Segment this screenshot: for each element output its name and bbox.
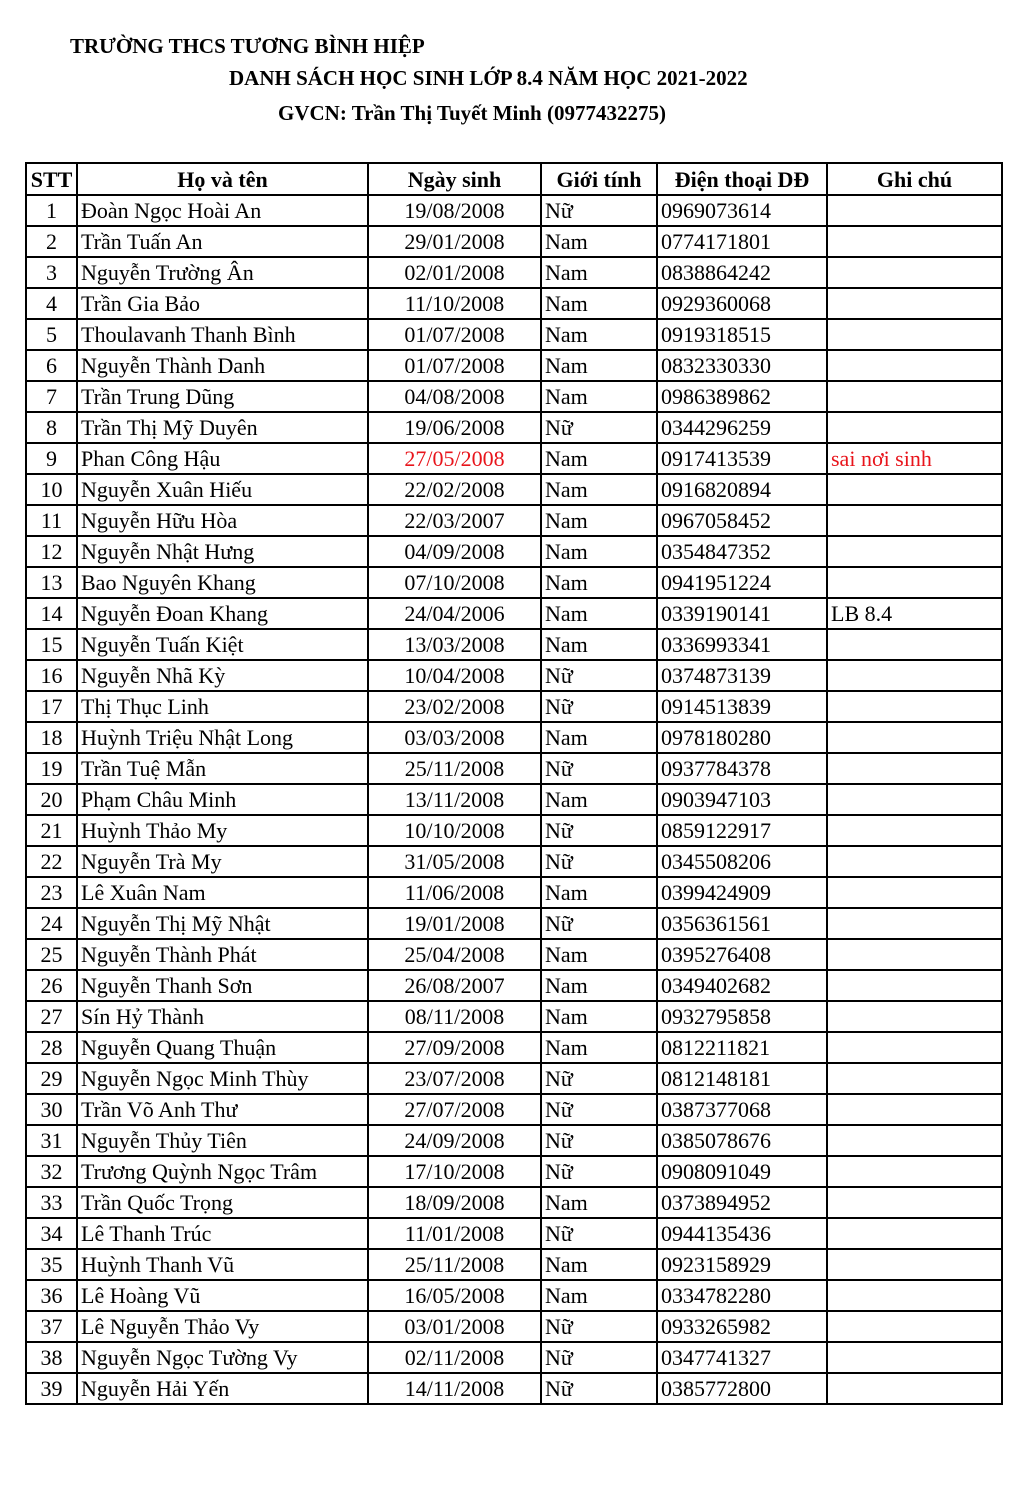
sex-cell: Nữ <box>541 1156 657 1187</box>
stt-cell: 3 <box>26 257 77 288</box>
dob-cell: 18/09/2008 <box>368 1187 541 1218</box>
phone-cell: 0774171801 <box>657 226 827 257</box>
sex-cell: Nam <box>541 784 657 815</box>
phone-cell: 0339190141 <box>657 598 827 629</box>
note-cell <box>827 412 1002 443</box>
note-cell <box>827 195 1002 226</box>
stt-cell: 20 <box>26 784 77 815</box>
column-header-stt: STT <box>26 163 77 195</box>
dob-cell: 19/01/2008 <box>368 908 541 939</box>
stt-cell: 14 <box>26 598 77 629</box>
name-cell: Trương Quỳnh Ngọc Trâm <box>77 1156 368 1187</box>
table-row <box>26 381 1002 412</box>
phone-cell: 0914513839 <box>657 691 827 722</box>
dob-cell: 22/03/2007 <box>368 505 541 536</box>
name-cell: Trần Thị Mỹ Duyên <box>77 412 368 443</box>
dob-cell: 02/11/2008 <box>368 1342 541 1373</box>
sex-cell: Nam <box>541 1187 657 1218</box>
table-row <box>26 1032 1002 1063</box>
sex-cell: Nữ <box>541 1218 657 1249</box>
dob-cell: 01/07/2008 <box>368 350 541 381</box>
table-row <box>26 505 1002 536</box>
name-cell: Lê Thanh Trúc <box>77 1218 368 1249</box>
sex-cell: Nam <box>541 226 657 257</box>
student-list-table <box>25 162 1003 1405</box>
name-cell: Nguyễn Ngọc Tường Vy <box>77 1342 368 1373</box>
phone-cell: 0908091049 <box>657 1156 827 1187</box>
sex-cell: Nam <box>541 1032 657 1063</box>
stt-cell: 32 <box>26 1156 77 1187</box>
header-row <box>26 163 1002 195</box>
note-cell <box>827 1001 1002 1032</box>
table-row <box>26 195 1002 226</box>
stt-cell: 4 <box>26 288 77 319</box>
name-cell: Trần Tuấn An <box>77 226 368 257</box>
stt-cell: 7 <box>26 381 77 412</box>
phone-cell: 0336993341 <box>657 629 827 660</box>
table-row <box>26 1249 1002 1280</box>
phone-cell: 0903947103 <box>657 784 827 815</box>
stt-cell: 21 <box>26 815 77 846</box>
name-cell: Trần Võ Anh Thư <box>77 1094 368 1125</box>
dob-cell: 17/10/2008 <box>368 1156 541 1187</box>
phone-cell: 0395276408 <box>657 939 827 970</box>
phone-cell: 0916820894 <box>657 474 827 505</box>
homeroom-teacher: GVCN: Trần Thị Tuyết Minh (0977432275) <box>278 101 666 125</box>
sex-cell: Nam <box>541 970 657 1001</box>
sex-cell: Nam <box>541 877 657 908</box>
note-cell: LB 8.4 <box>827 598 1002 629</box>
sex-cell: Nam <box>541 381 657 412</box>
phone-cell: 0969073614 <box>657 195 827 226</box>
phone-cell: 0385772800 <box>657 1373 827 1404</box>
sex-cell: Nữ <box>541 691 657 722</box>
dob-cell: 23/02/2008 <box>368 691 541 722</box>
note-cell <box>827 567 1002 598</box>
phone-cell: 0385078676 <box>657 1125 827 1156</box>
phone-cell: 0354847352 <box>657 536 827 567</box>
dob-cell: 19/06/2008 <box>368 412 541 443</box>
phone-cell: 0334782280 <box>657 1280 827 1311</box>
name-cell: Nguyễn Ngọc Minh Thùy <box>77 1063 368 1094</box>
sex-cell: Nữ <box>541 815 657 846</box>
sex-cell: Nữ <box>541 195 657 226</box>
note-cell <box>827 753 1002 784</box>
phone-cell: 0812211821 <box>657 1032 827 1063</box>
note-cell <box>827 1373 1002 1404</box>
table-row <box>26 536 1002 567</box>
name-cell: Nguyễn Thành Danh <box>77 350 368 381</box>
dob-cell: 29/01/2008 <box>368 226 541 257</box>
sex-cell: Nam <box>541 474 657 505</box>
column-header-dob: Ngày sinh <box>368 163 541 195</box>
note-cell <box>827 1280 1002 1311</box>
note-cell <box>827 1063 1002 1094</box>
phone-cell: 0932795858 <box>657 1001 827 1032</box>
note-cell <box>827 784 1002 815</box>
table-row <box>26 846 1002 877</box>
document-title: DANH SÁCH HỌC SINH LỚP 8.4 NĂM HỌC 2021-2022 <box>229 66 748 90</box>
name-cell: Nguyễn Hải Yến <box>77 1373 368 1404</box>
table-row <box>26 319 1002 350</box>
stt-cell: 35 <box>26 1249 77 1280</box>
note-cell <box>827 1156 1002 1187</box>
phone-cell: 0812148181 <box>657 1063 827 1094</box>
sex-cell: Nam <box>541 319 657 350</box>
dob-cell: 08/11/2008 <box>368 1001 541 1032</box>
stt-cell: 34 <box>26 1218 77 1249</box>
note-cell: sai nơi sinh <box>827 443 1002 474</box>
phone-cell: 0919318515 <box>657 319 827 350</box>
dob-cell: 04/09/2008 <box>368 536 541 567</box>
note-cell <box>827 629 1002 660</box>
sex-cell: Nam <box>541 350 657 381</box>
dob-cell: 16/05/2008 <box>368 1280 541 1311</box>
stt-cell: 31 <box>26 1125 77 1156</box>
dob-cell: 13/03/2008 <box>368 629 541 660</box>
dob-cell: 24/09/2008 <box>368 1125 541 1156</box>
dob-cell: 25/11/2008 <box>368 753 541 784</box>
phone-cell: 0937784378 <box>657 753 827 784</box>
name-cell: Huỳnh Thanh Vũ <box>77 1249 368 1280</box>
note-cell <box>827 1249 1002 1280</box>
phone-cell: 0347741327 <box>657 1342 827 1373</box>
note-cell <box>827 257 1002 288</box>
dob-cell: 24/04/2006 <box>368 598 541 629</box>
table-row <box>26 753 1002 784</box>
column-header-sex: Giới tính <box>541 163 657 195</box>
stt-cell: 16 <box>26 660 77 691</box>
stt-cell: 29 <box>26 1063 77 1094</box>
stt-cell: 25 <box>26 939 77 970</box>
phone-cell: 0374873139 <box>657 660 827 691</box>
table-header <box>26 163 1002 195</box>
dob-cell: 11/01/2008 <box>368 1218 541 1249</box>
dob-cell: 23/07/2008 <box>368 1063 541 1094</box>
note-cell <box>827 939 1002 970</box>
dob-cell: 07/10/2008 <box>368 567 541 598</box>
name-cell: Sín Hỷ Thành <box>77 1001 368 1032</box>
sex-cell: Nữ <box>541 1125 657 1156</box>
sex-cell: Nam <box>541 257 657 288</box>
note-cell <box>827 1218 1002 1249</box>
table-row <box>26 443 1002 474</box>
name-cell: Nguyễn Thành Phát <box>77 939 368 970</box>
column-header-note: Ghi chú <box>827 163 1002 195</box>
name-cell: Nguyễn Hữu Hòa <box>77 505 368 536</box>
stt-cell: 1 <box>26 195 77 226</box>
name-cell: Thị Thục Linh <box>77 691 368 722</box>
name-cell: Nguyễn Trà My <box>77 846 368 877</box>
table-row <box>26 629 1002 660</box>
table-row <box>26 567 1002 598</box>
dob-cell: 26/08/2007 <box>368 970 541 1001</box>
phone-cell: 0859122917 <box>657 815 827 846</box>
sex-cell: Nam <box>541 567 657 598</box>
name-cell: Lê Nguyễn Thảo Vy <box>77 1311 368 1342</box>
stt-cell: 19 <box>26 753 77 784</box>
name-cell: Đoàn Ngọc Hoài An <box>77 195 368 226</box>
phone-cell: 0978180280 <box>657 722 827 753</box>
table-row <box>26 908 1002 939</box>
dob-cell: 27/05/2008 <box>368 443 541 474</box>
note-cell <box>827 319 1002 350</box>
table-row <box>26 1373 1002 1404</box>
note-cell <box>827 226 1002 257</box>
name-cell: Nguyễn Thủy Tiên <box>77 1125 368 1156</box>
stt-cell: 22 <box>26 846 77 877</box>
note-cell <box>827 691 1002 722</box>
name-cell: Nguyễn Trường Ân <box>77 257 368 288</box>
name-cell: Phan Công Hậu <box>77 443 368 474</box>
note-cell <box>827 846 1002 877</box>
table-row <box>26 939 1002 970</box>
note-cell <box>827 288 1002 319</box>
stt-cell: 2 <box>26 226 77 257</box>
phone-cell: 0344296259 <box>657 412 827 443</box>
note-cell <box>827 970 1002 1001</box>
phone-cell: 0349402682 <box>657 970 827 1001</box>
sex-cell: Nam <box>541 1249 657 1280</box>
sex-cell: Nam <box>541 1280 657 1311</box>
phone-cell: 0832330330 <box>657 350 827 381</box>
stt-cell: 23 <box>26 877 77 908</box>
phone-cell: 0399424909 <box>657 877 827 908</box>
table-row <box>26 288 1002 319</box>
dob-cell: 02/01/2008 <box>368 257 541 288</box>
name-cell: Trần Trung Dũng <box>77 381 368 412</box>
sex-cell: Nữ <box>541 1342 657 1373</box>
sex-cell: Nữ <box>541 660 657 691</box>
sex-cell: Nữ <box>541 846 657 877</box>
note-cell <box>827 1032 1002 1063</box>
stt-cell: 28 <box>26 1032 77 1063</box>
stt-cell: 30 <box>26 1094 77 1125</box>
table-row <box>26 1094 1002 1125</box>
table-row <box>26 350 1002 381</box>
sex-cell: Nữ <box>541 1311 657 1342</box>
name-cell: Thoulavanh Thanh Bình <box>77 319 368 350</box>
name-cell: Nguyễn Thị Mỹ Nhật <box>77 908 368 939</box>
dob-cell: 03/01/2008 <box>368 1311 541 1342</box>
dob-cell: 13/11/2008 <box>368 784 541 815</box>
note-cell <box>827 1094 1002 1125</box>
dob-cell: 01/07/2008 <box>368 319 541 350</box>
sex-cell: Nam <box>541 722 657 753</box>
dob-cell: 14/11/2008 <box>368 1373 541 1404</box>
sex-cell: Nữ <box>541 1063 657 1094</box>
stt-cell: 10 <box>26 474 77 505</box>
sex-cell: Nữ <box>541 908 657 939</box>
sex-cell: Nam <box>541 1001 657 1032</box>
dob-cell: 27/07/2008 <box>368 1094 541 1125</box>
table-row <box>26 1001 1002 1032</box>
phone-cell: 0986389862 <box>657 381 827 412</box>
table-row <box>26 1311 1002 1342</box>
phone-cell: 0387377068 <box>657 1094 827 1125</box>
name-cell: Trần Gia Bảo <box>77 288 368 319</box>
dob-cell: 25/04/2008 <box>368 939 541 970</box>
sex-cell: Nữ <box>541 1094 657 1125</box>
note-cell <box>827 505 1002 536</box>
note-cell <box>827 877 1002 908</box>
document-header <box>0 0 1023 140</box>
note-cell <box>827 1187 1002 1218</box>
phone-cell: 0345508206 <box>657 846 827 877</box>
phone-cell: 0923158929 <box>657 1249 827 1280</box>
column-header-phone: Điện thoại DĐ <box>657 163 827 195</box>
stt-cell: 6 <box>26 350 77 381</box>
sex-cell: Nữ <box>541 1373 657 1404</box>
table-row <box>26 1342 1002 1373</box>
stt-cell: 38 <box>26 1342 77 1373</box>
sex-cell: Nam <box>541 939 657 970</box>
sex-cell: Nam <box>541 598 657 629</box>
table-row <box>26 660 1002 691</box>
phone-cell: 0373894952 <box>657 1187 827 1218</box>
table-row <box>26 970 1002 1001</box>
table-row <box>26 1218 1002 1249</box>
dob-cell: 19/08/2008 <box>368 195 541 226</box>
phone-cell: 0838864242 <box>657 257 827 288</box>
stt-cell: 8 <box>26 412 77 443</box>
name-cell: Huỳnh Thảo My <box>77 815 368 846</box>
stt-cell: 15 <box>26 629 77 660</box>
stt-cell: 18 <box>26 722 77 753</box>
stt-cell: 33 <box>26 1187 77 1218</box>
dob-cell: 10/04/2008 <box>368 660 541 691</box>
dob-cell: 11/10/2008 <box>368 288 541 319</box>
dob-cell: 27/09/2008 <box>368 1032 541 1063</box>
school-name: TRƯỜNG THCS TƯƠNG BÌNH HIỆP <box>70 34 425 58</box>
dob-cell: 04/08/2008 <box>368 381 541 412</box>
table-row <box>26 722 1002 753</box>
table-row <box>26 1125 1002 1156</box>
dob-cell: 10/10/2008 <box>368 815 541 846</box>
stt-cell: 37 <box>26 1311 77 1342</box>
table-body <box>26 195 1002 1404</box>
stt-cell: 36 <box>26 1280 77 1311</box>
note-cell <box>827 1311 1002 1342</box>
dob-cell: 03/03/2008 <box>368 722 541 753</box>
table-row <box>26 226 1002 257</box>
dob-cell: 22/02/2008 <box>368 474 541 505</box>
dob-cell: 31/05/2008 <box>368 846 541 877</box>
stt-cell: 24 <box>26 908 77 939</box>
sex-cell: Nam <box>541 536 657 567</box>
stt-cell: 39 <box>26 1373 77 1404</box>
phone-cell: 0944135436 <box>657 1218 827 1249</box>
table-row <box>26 784 1002 815</box>
phone-cell: 0929360068 <box>657 288 827 319</box>
table-row <box>26 474 1002 505</box>
note-cell <box>827 660 1002 691</box>
column-header-name: Họ và tên <box>77 163 368 195</box>
table-row <box>26 877 1002 908</box>
table-row <box>26 257 1002 288</box>
name-cell: Nguyễn Nhã Kỳ <box>77 660 368 691</box>
name-cell: Nguyễn Thanh Sơn <box>77 970 368 1001</box>
table-row <box>26 1063 1002 1094</box>
table-row <box>26 815 1002 846</box>
name-cell: Bao Nguyên Khang <box>77 567 368 598</box>
sex-cell: Nam <box>541 629 657 660</box>
stt-cell: 12 <box>26 536 77 567</box>
name-cell: Nguyễn Đoan Khang <box>77 598 368 629</box>
table-row <box>26 1156 1002 1187</box>
stt-cell: 11 <box>26 505 77 536</box>
note-cell <box>827 815 1002 846</box>
note-cell <box>827 1342 1002 1373</box>
phone-cell: 0941951224 <box>657 567 827 598</box>
name-cell: Trần Tuệ Mẫn <box>77 753 368 784</box>
name-cell: Nguyễn Quang Thuận <box>77 1032 368 1063</box>
table-row <box>26 691 1002 722</box>
name-cell: Huỳnh Triệu Nhật Long <box>77 722 368 753</box>
phone-cell: 0933265982 <box>657 1311 827 1342</box>
phone-cell: 0356361561 <box>657 908 827 939</box>
table-row <box>26 598 1002 629</box>
sex-cell: Nữ <box>541 412 657 443</box>
sex-cell: Nữ <box>541 753 657 784</box>
note-cell <box>827 536 1002 567</box>
sex-cell: Nam <box>541 288 657 319</box>
stt-cell: 5 <box>26 319 77 350</box>
phone-cell: 0917413539 <box>657 443 827 474</box>
name-cell: Lê Xuân Nam <box>77 877 368 908</box>
table-row <box>26 412 1002 443</box>
table-row <box>26 1187 1002 1218</box>
stt-cell: 26 <box>26 970 77 1001</box>
note-cell <box>827 381 1002 412</box>
note-cell <box>827 350 1002 381</box>
note-cell <box>827 1125 1002 1156</box>
note-cell <box>827 474 1002 505</box>
stt-cell: 27 <box>26 1001 77 1032</box>
note-cell <box>827 722 1002 753</box>
stt-cell: 17 <box>26 691 77 722</box>
name-cell: Trần Quốc Trọng <box>77 1187 368 1218</box>
table-row <box>26 1280 1002 1311</box>
phone-cell: 0967058452 <box>657 505 827 536</box>
name-cell: Phạm Châu Minh <box>77 784 368 815</box>
name-cell: Lê Hoàng Vũ <box>77 1280 368 1311</box>
dob-cell: 11/06/2008 <box>368 877 541 908</box>
note-cell <box>827 908 1002 939</box>
name-cell: Nguyễn Nhật Hưng <box>77 536 368 567</box>
name-cell: Nguyễn Tuấn Kiệt <box>77 629 368 660</box>
stt-cell: 9 <box>26 443 77 474</box>
dob-cell: 25/11/2008 <box>368 1249 541 1280</box>
sex-cell: Nam <box>541 443 657 474</box>
sex-cell: Nam <box>541 505 657 536</box>
stt-cell: 13 <box>26 567 77 598</box>
name-cell: Nguyễn Xuân Hiếu <box>77 474 368 505</box>
